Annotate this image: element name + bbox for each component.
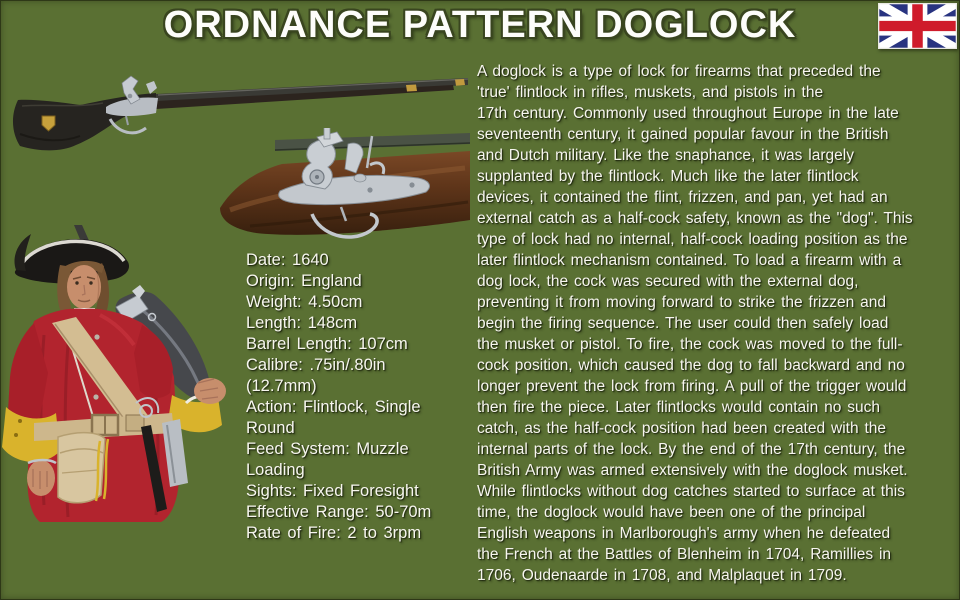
article-line: supplanted by the flintlock. Much like the later flintlock xyxy=(477,168,859,185)
article-line: longer prevent the lock from firing. A pull of the trigger would xyxy=(477,378,907,395)
article-line: preventing it from moving forward to strike the frizzen and xyxy=(477,294,886,311)
spec-line: Calibre: .75in/.80in xyxy=(246,356,386,374)
brass-band xyxy=(406,85,417,92)
spec-line: Loading xyxy=(246,461,305,479)
article-line: 1706, Oudenaarde in 1708, and Malplaquet in 1709. xyxy=(477,567,847,584)
spec-line: Barrel Length: 107cm xyxy=(246,335,408,353)
spec-line: Feed System: Muzzle xyxy=(246,440,409,458)
article-line: external catch as a half-cock safety, known as the "dog". This xyxy=(477,210,913,227)
article-line: the French at the Battles of Blenheim in 1704, Ramillies in xyxy=(477,546,892,563)
article-line: dog lock, the cock was secured with the external dog, xyxy=(477,273,859,290)
spec-line: (12.7mm) xyxy=(246,377,317,395)
article-line: While flintlocks without dog catches started to surface at this xyxy=(477,483,905,500)
soldier-illustration xyxy=(0,225,232,522)
article-line: devices, it contained the flint, frizzen, and pan, yet had an xyxy=(477,189,888,206)
article-line: then fire the piece. Later flintlocks would contain no such xyxy=(477,399,880,416)
soldier-hand-left xyxy=(27,460,55,496)
article-line: and Dutch military. Like the snaphance, it was largely xyxy=(477,147,854,164)
spec-line: Weight: 4.50cm xyxy=(246,293,363,311)
spec-line: Length: 148cm xyxy=(246,314,358,332)
spec-line: Rate of Fire: 2 to 3rpm xyxy=(246,524,422,542)
article-text xyxy=(477,61,913,586)
union-flag-icon xyxy=(878,3,957,49)
article-line: English weapons in Marlborough's army when he defeated xyxy=(477,525,891,542)
article-line: seventeenth century, it gained popular favour in the British xyxy=(477,126,889,143)
spec-line: Action: Flintlock, Single xyxy=(246,398,421,416)
article-line: internal parts of the lock. By the end of the 17th century, the xyxy=(477,441,906,458)
article-line: cock position, which caused the dog to fall backward and no xyxy=(477,357,905,374)
article-line: 17th century. Commonly used throughout Europe in the late xyxy=(477,105,899,122)
article-line: later flintlock mechanism contained. To load a firearm with a xyxy=(477,252,902,269)
article-line: type of lock had no internal, half-cock loading position as the xyxy=(477,231,908,248)
brass-band xyxy=(455,79,465,86)
spec-line: Sights: Fixed Foresight xyxy=(246,482,419,500)
spec-line: Origin: England xyxy=(246,272,362,290)
article-line: 'true' flintlock in rifles, muskets, and pistols in the xyxy=(477,84,824,101)
spec-line: Date: 1640 xyxy=(246,251,329,269)
article-line: catch, as the half-cock position had been created with the xyxy=(477,420,887,437)
article-line: time, the doglock would have been one of the principal xyxy=(477,504,866,521)
spec-line: Effective Range: 50-70m xyxy=(246,503,432,521)
article-line: begin the firing sequence. The user could then safely load xyxy=(477,315,889,332)
spec-line: Round xyxy=(246,419,295,437)
spec-list xyxy=(246,250,431,544)
page-title: ORDNANCE PATTERN DOGLOCK xyxy=(163,4,797,46)
soldier-photo xyxy=(0,225,232,522)
soldier-hand-right xyxy=(194,378,226,404)
lock-illustration xyxy=(220,128,470,250)
article-line: British Army was armed extensively with the doglock musket. xyxy=(477,462,908,479)
article-line: the musket or pistol. To fire, the cock was moved to the full- xyxy=(477,336,903,353)
lock-mechanism-photo xyxy=(220,128,470,250)
article-line: A doglock is a type of lock for firearms that preceded the xyxy=(477,63,881,80)
